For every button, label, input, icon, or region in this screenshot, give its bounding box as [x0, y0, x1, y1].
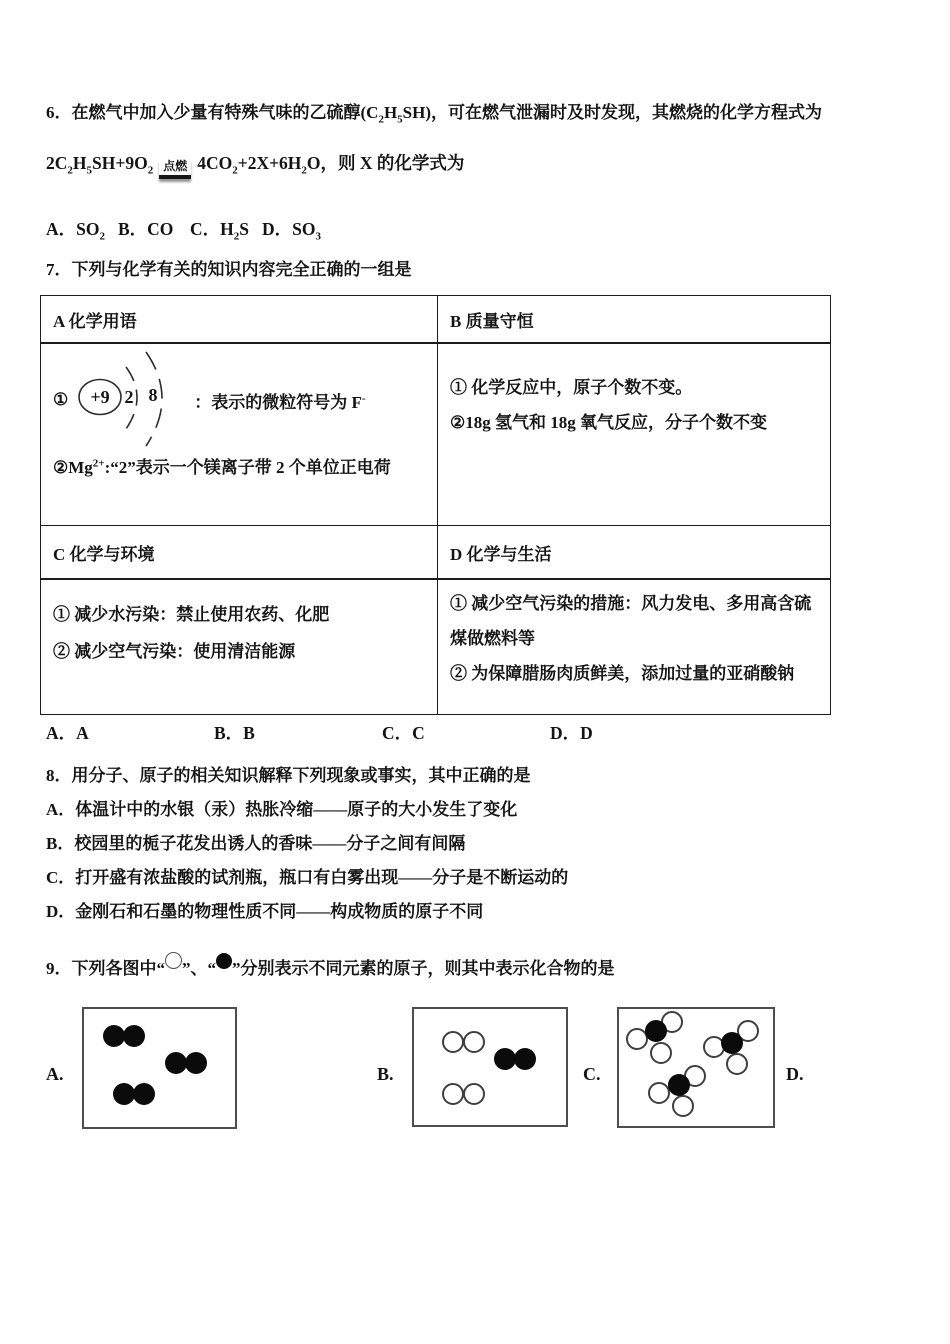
cell-d-item1: ① 减少空气污染的措施：风力发电、多用高含硫煤做燃料等: [450, 594, 812, 648]
question-6-stem: 6．在燃气中加入少量有特殊气味的乙硫醇$(C_2H_5SH)$，可在燃气泄漏时及时发现，其燃烧的化学方程式为: [46, 103, 823, 126]
cell-b-item2: ②18g 氢气和 18g 氧气反应，分子个数不变: [450, 413, 767, 432]
shell2-electron-count: 8: [148, 385, 158, 405]
molecule-diagram-a: [82, 1007, 237, 1129]
q8-option-c: C．打开盛有浓盐酸的试剂瓶，瓶口有白雾出现——分子是不断运动的: [46, 868, 569, 887]
white-atom: [442, 1083, 464, 1105]
cell-d-item2: ② 为保障腊肠肉质鲜美，添加过量的亚硝酸钠: [450, 664, 795, 683]
black-atom: [668, 1074, 690, 1096]
white-atom: [463, 1031, 485, 1053]
question-6-options: [46, 216, 910, 241]
q6-option-a: A．$SO_2$: [46, 219, 105, 243]
question-9-diagrams: [46, 1007, 910, 1147]
molecule-diagram-b: [412, 1007, 568, 1127]
q7-answer-c: C．C: [382, 723, 425, 743]
q8-option-d: D．金刚石和石墨的物理性质不同——构成物质的原子不同: [46, 902, 484, 921]
question-9-stem: [46, 949, 910, 989]
q6-option-b: B．CO: [118, 219, 174, 239]
equation-left: $2C_2H_5SH+9O_2$: [46, 153, 154, 177]
cell-c-item2: ② 减少空气污染：使用清洁能源: [53, 642, 296, 661]
table-cell-a: [41, 343, 438, 526]
nucleus-charge-label: +9: [90, 387, 110, 407]
question-7-stem: 7．下列与化学有关的知识内容完全正确的一组是: [46, 260, 412, 279]
black-atom: [185, 1052, 207, 1074]
diagram-label-b: B.: [377, 1064, 394, 1084]
black-atom-icon: [216, 953, 232, 969]
q8-option-b: B．校园里的栀子花发出诱人的香味——分子之间有间隔: [46, 834, 466, 853]
cell-a-item1-text: ：表示的微粒符号为 F-: [194, 391, 366, 412]
q9-stem-mid: ”、“: [182, 959, 216, 978]
cell-b-item1: ① 化学反应中，原子个数不变。: [450, 378, 693, 397]
black-atom: [133, 1083, 155, 1105]
q7-answer-a: A．A: [46, 723, 89, 743]
q9-stem-suffix: ”分别表示不同元素的原子，则其中表示化合物的是: [232, 959, 615, 978]
reaction-condition-arrow: [159, 160, 191, 179]
question-7-answers: [46, 720, 910, 745]
black-atom: [113, 1083, 135, 1105]
white-atom-icon: [165, 952, 182, 969]
black-atom: [721, 1032, 743, 1054]
q8-option-a: A．体温计中的水银（汞）热胀冷缩——原子的大小发生了变化: [46, 800, 518, 819]
question-8: [46, 759, 910, 929]
white-atom: [648, 1082, 670, 1104]
diagram-label-d: D.: [786, 1064, 804, 1084]
molecule-diagram-c: [617, 1007, 775, 1128]
black-atom: [123, 1025, 145, 1047]
white-atom: [442, 1031, 464, 1053]
table-header-b: B 质量守恒: [438, 296, 831, 344]
q6-option-c: C．$H_2S$: [190, 219, 249, 243]
q7-answer-b: B．B: [214, 723, 255, 743]
q7-answer-d: D．D: [550, 723, 593, 743]
item1-marker: ①: [53, 390, 69, 409]
question-6-equation: [46, 150, 910, 194]
white-atom: [726, 1053, 748, 1075]
equation-right: $4CO_2+2X+6H_2O$，则 X 的化学式为: [197, 153, 465, 177]
cell-c-item1: ① 减少水污染：禁止使用农药、化肥: [53, 605, 330, 624]
black-atom: [645, 1020, 667, 1042]
table-header-d: D 化学与生活: [438, 526, 831, 580]
atom-structure-row: [53, 350, 425, 450]
shell1-electron-count: 2: [124, 387, 134, 407]
q9-stem-prefix: 9．下列各图中“: [46, 959, 165, 978]
cell-a-item2: $②Mg^{2+}:“2$”表示一个镁离子带 2 个单位正电荷: [53, 457, 391, 477]
table-cell-c: [41, 579, 438, 715]
black-atom: [514, 1048, 536, 1070]
table-header-a: A 化学用语: [41, 296, 438, 344]
diagram-label-c: C.: [583, 1064, 601, 1084]
black-atom: [103, 1025, 125, 1047]
table-header-c: C 化学与环境: [41, 526, 438, 580]
black-atom: [494, 1048, 516, 1070]
white-atom: [672, 1095, 694, 1117]
q6-option-d: D．$SO_3$: [262, 219, 321, 243]
table-cell-b: [438, 343, 831, 526]
black-atom: [165, 1052, 187, 1074]
atom-structure-diagram: [72, 350, 190, 450]
table-cell-d: [438, 579, 831, 715]
question-8-stem: 8．用分子、原子的相关知识解释下列现象或事实，其中正确的是: [46, 766, 531, 785]
white-atom: [463, 1083, 485, 1105]
white-atom: [650, 1042, 672, 1064]
reaction-condition-label: 点燃: [163, 159, 188, 173]
question-7-table: [40, 295, 831, 715]
diagram-label-a: A.: [46, 1064, 64, 1084]
